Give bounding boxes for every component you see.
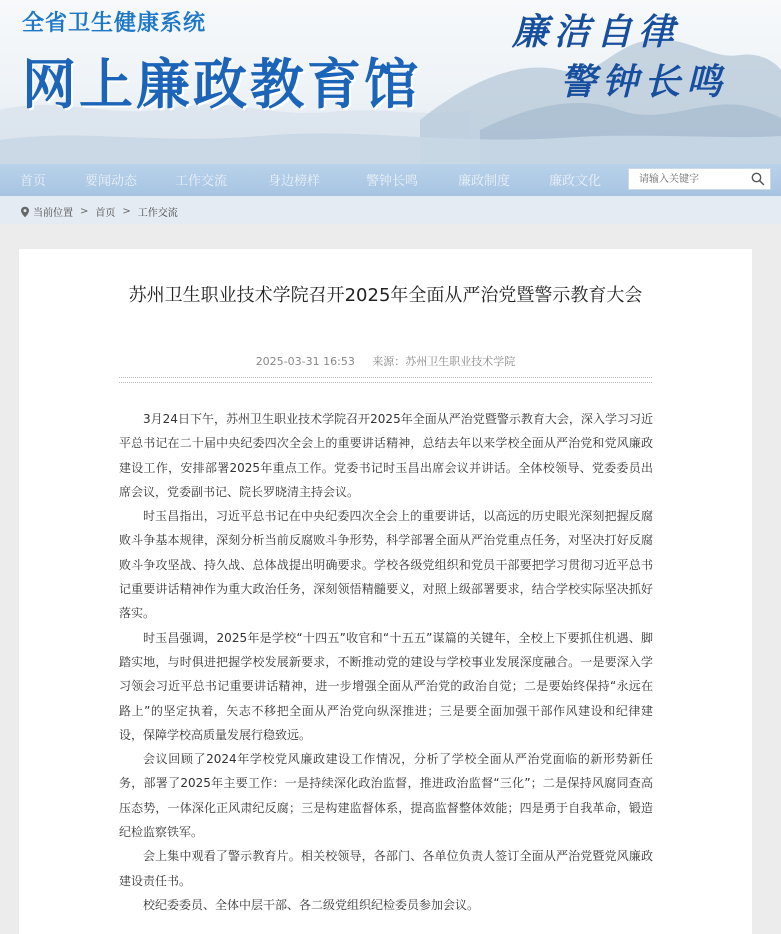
article-card bbox=[19, 249, 752, 934]
article-paragraph: 会上集中观看了警示教育片。相关校领导，各部门、各单位负责人签订全面从严治党暨党风廉政建设责任书。 bbox=[119, 849, 653, 888]
article-paragraph: 3月24日下午，苏州卫生职业技术学院召开2025年全面从严治党暨警示教育大会，深入学习习近平总书记在二十届中央纪委四次全会上的重要讲话精神，总结去年以来学校全面从严治党和党风廉政建设工作，安排部署2025年重点工作。党委书记时玉昌出席会议并讲话。全体校领导、党委委员出席会议，党委副书记、院长罗晓清主持会议。 bbox=[119, 412, 653, 499]
article-source: 来源：苏州卫生职业技术学院 bbox=[372, 355, 516, 368]
nav-item-warnings[interactable]: 警钟长鸣 bbox=[366, 174, 419, 189]
article-paragraph: 会议回顾了2024年学校党风廉政建设工作情况，分析了学校全面从严治党面临的新形势新任务，部署了2025年主要工作：一是持续深化政治监督，推进政治监督“三化”；二是保持风腐同查高压态势，一体深化正风肃纪反腐；三是构建监督体系，提高监督整体效能；四是勇于自我革命，锻造纪检监察铁军。 bbox=[119, 752, 653, 840]
article-body bbox=[119, 407, 653, 917]
nav-item-regulations[interactable]: 廉政制度 bbox=[458, 174, 511, 189]
breadcrumb-separator: > bbox=[122, 206, 131, 217]
nav-item-work-exchange[interactable]: 工作交流 bbox=[175, 174, 228, 189]
slogan-line-1: 廉洁自律 bbox=[512, 11, 681, 53]
breadcrumb-separator: > bbox=[80, 206, 89, 217]
breadcrumb-home[interactable]: 首页 bbox=[95, 208, 116, 219]
article-paragraph: 时玉昌指出，习近平总书记在中央纪委四次全会上的重要讲话，以高远的历史眼光深刻把握反腐败斗争基本规律，深刻分析当前反腐败斗争形势，科学部署全面从严治党重点任务，对坚决打好反腐败斗争攻坚战、持久战、总体战提出明确要求。学校各级党组织和党员干部要把学习贯彻习近平总书记重要讲话精神作为重大政治任务，深刻领悟精髓要义，对照上级部署要求，结合学校实际坚决抓好落实。 bbox=[119, 509, 653, 621]
breadcrumb-current[interactable]: 工作交流 bbox=[137, 208, 178, 219]
slogan-line-2: 警钟长鸣 bbox=[560, 61, 729, 103]
site-subtitle: 全省卫生健康系统 bbox=[22, 11, 207, 36]
article-paragraph: 时玉昌强调，2025年是学校“十四五”收官和“十五五”谋篇的关键年，全校上下要抓住机遇、脚踏实地，与时俱进把握学校发展新要求，不断推动党的建设与学校事业发展深度融合。一是要深入学习领会习近平总书记重要讲话精神，进一步增强全面从严治党的政治自觉；二是要始终保持“永远在路上”的坚定执着，矢志不移把全面从严治党向纵深推进；三是要全面加强干部作风建设和纪律建设，保障学校高质量发展行稳致远。 bbox=[119, 630, 653, 742]
breadcrumb-label: 当前位置 bbox=[33, 208, 73, 219]
breadcrumb bbox=[0, 196, 781, 224]
header-banner bbox=[0, 0, 781, 164]
site-title: 网上廉政教育馆 bbox=[22, 52, 421, 116]
article-meta bbox=[19, 353, 752, 369]
article-paragraph: 校纪委委员、全体中层干部、各二级党组织纪检委员参加会议。 bbox=[143, 897, 480, 912]
nav-item-role-models[interactable]: 身边榜样 bbox=[268, 174, 321, 189]
article-date: 2025-03-31 16:53 bbox=[255, 355, 355, 368]
title-divider bbox=[119, 377, 652, 383]
article-title: 苏州卫生职业技术学院召开2025年全面从严治党暨警示教育大会 bbox=[128, 285, 643, 306]
nav-item-news[interactable]: 要闻动态 bbox=[85, 174, 138, 189]
search-icon[interactable] bbox=[750, 171, 766, 187]
search-box bbox=[628, 168, 771, 190]
nav-item-home[interactable]: 首页 bbox=[20, 174, 47, 189]
search-input[interactable] bbox=[629, 169, 747, 189]
nav-item-culture[interactable]: 廉政文化 bbox=[549, 174, 602, 189]
location-pin-icon bbox=[20, 206, 30, 218]
